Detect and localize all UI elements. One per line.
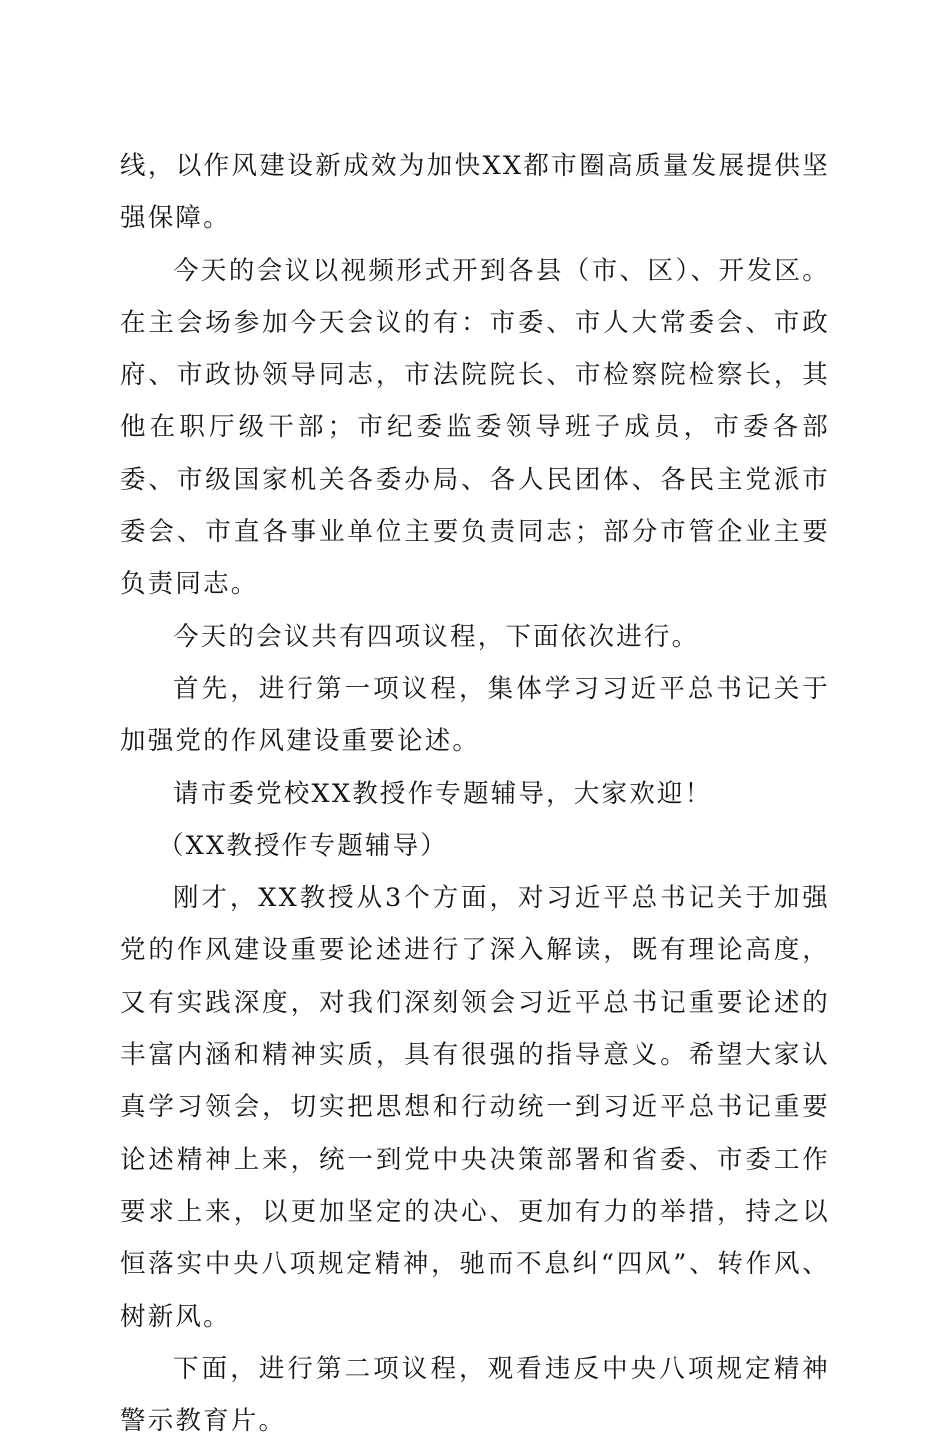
paragraph-stage-note: （XX教授作专题辅导） xyxy=(158,830,449,861)
paragraph-agenda-intro: 今天的会议共有四项议程，下面依次进行。 xyxy=(173,621,700,652)
paragraph-attendees: 今天的会议以视频形式开到各县（市、区）、开发区。在主会场参加今天会议的有：市委、市人大常委会、市政府、市政协领导同志，市法院院长、市检察院检察长，其他在职厅级干部；市纪委监委领导班子成员，市委各部委、市级国家机关各委办局、各人民团体、各民主党派市委会、市直各事业单位主要负责同志；部分市管企业主要负责同志。 xyxy=(120,255,830,600)
paragraph-agenda-item-2: 下面，进行第二项议程，观看违反中央八项规定精神警示教育片。 xyxy=(120,1353,830,1437)
paragraph-summary: 刚才，XX教授从3个方面，对习近平总书记关于加强党的作风建设重要论述进行了深入解读，既有理论高度，又有实践深度，对我们深刻领会习近平总书记重要论述的丰富内涵和精神实质，具有很强的指导意义。希望大家认真学习领会，切实把思想和行动统一到习近平总书记重要论述精神上来，统一到党中央决策部署和省委、市委工作要求上来，以更加坚定的决心、更加有力的举措，持之以恒落实中央八项规定精神，驰而不息纠“四风”、转作风、树新风。 xyxy=(120,883,830,1332)
paragraph-agenda-item-1: 首先，进行第一项议程，集体学习习近平总书记关于加强党的作风建设重要论述。 xyxy=(120,673,830,757)
paragraph-continuation: 线，以作风建设新成效为加快XX都市圈高质量发展提供坚强保障。 xyxy=(120,151,830,234)
document-body xyxy=(120,140,830,1447)
paragraph-invitation: 请市委党校XX教授作专题辅导，大家欢迎！ xyxy=(173,778,713,809)
